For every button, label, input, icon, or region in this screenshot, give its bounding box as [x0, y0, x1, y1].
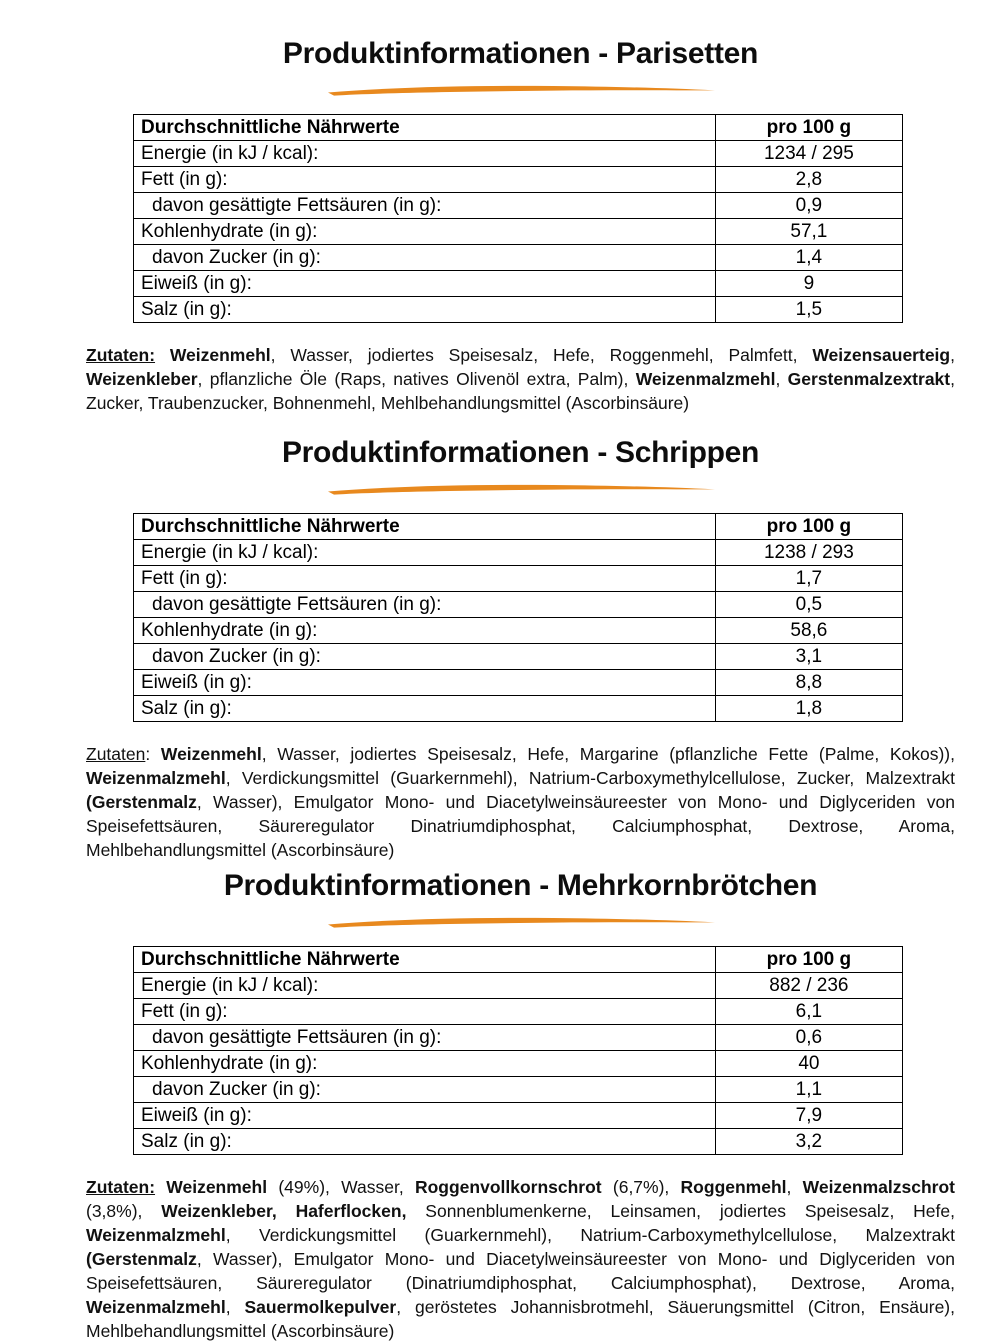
product-section-mehrkornbroetchen — [86, 870, 955, 1343]
nutrition-label: Eiweiß (in g): — [134, 1103, 716, 1129]
section-title: Produktinformationen - Schrippen — [281, 436, 760, 469]
nutrition-value: 1234 / 295 — [715, 141, 902, 167]
nutrition-label: Energie (in kJ / kcal): — [134, 540, 716, 566]
ingredient-segment: (Gerstenmalz — [86, 1249, 197, 1269]
nutrition-value: 3,2 — [715, 1129, 902, 1155]
nutrition-label: Kohlenhydrate (in g): — [134, 219, 716, 245]
nutrition-value: 882 / 236 — [715, 973, 902, 999]
nutrition-value: 1238 / 293 — [715, 540, 902, 566]
ingredient-segment: Weizenmalzmehl — [86, 1297, 226, 1317]
section-title: Produktinformationen - Mehrkornbrötchen — [223, 869, 818, 902]
table-header-per-100g: pro 100 g — [715, 115, 902, 141]
nutrition-label: davon Zucker (in g): — [134, 1077, 716, 1103]
ingredient-segment: Weizenkleber, — [161, 1201, 277, 1221]
ingredient-segment: , Wasser), Emulgator Mono- und Diacetylweinsäureester von Mono- und Diglyceriden von Speisefettsäuren, Säureregulator Dinatriumdiphosphat, Calciumphosphat, Dextrose, Aroma, Mehlbehandlungsmittel (Ascorbinsäure) — [86, 792, 955, 860]
ingredient-segment: Gerstenmalzextrakt — [787, 369, 951, 389]
nutrition-value: 1,7 — [715, 566, 902, 592]
table-header-nutrients: Durchschnittliche Nährwerte — [134, 115, 716, 141]
nutrition-table — [133, 946, 903, 1155]
ingredients-paragraph — [86, 742, 955, 862]
table-row — [134, 167, 903, 193]
ingredient-segment: Weizenmehl — [160, 744, 262, 764]
ingredients-paragraph — [86, 343, 955, 415]
ingredient-segment: , Wasser, jodiertes Speisesalz, Hefe, Roggenmehl, Palmfett, — [270, 345, 813, 365]
nutrition-value: 1,4 — [715, 245, 902, 271]
product-sections-container — [86, 38, 955, 1343]
ingredient-segment — [277, 1201, 296, 1221]
table-row — [134, 1077, 903, 1103]
ingredient-segment: Weizenmalzmehl — [635, 369, 776, 389]
ingredient-segment: (3,8%), — [86, 1201, 162, 1221]
table-row — [134, 566, 903, 592]
table-row — [134, 1103, 903, 1129]
nutrition-value: 1,8 — [715, 696, 902, 722]
product-section-schrippen — [86, 437, 955, 862]
ingredient-segment: Weizenmalzmehl — [86, 768, 226, 788]
table-row — [134, 592, 903, 618]
title-underline — [86, 481, 955, 497]
nutrition-label: Salz (in g): — [134, 696, 716, 722]
nutrition-value: 58,6 — [715, 618, 902, 644]
nutrition-value: 0,9 — [715, 193, 902, 219]
table-row — [134, 973, 903, 999]
ingredient-segment: , — [775, 369, 788, 389]
table-header-nutrients: Durchschnittliche Nährwerte — [134, 514, 716, 540]
ingredient-segment: , Verdickungsmittel (Guarkernmehl), Natrium-Carboxymethylcellulose, Malzextrakt — [225, 1225, 955, 1245]
ingredient-segment: (Gerstenmalz — [86, 792, 197, 812]
nutrition-value: 2,8 — [715, 167, 902, 193]
table-row — [134, 540, 903, 566]
title-underline — [86, 82, 955, 98]
nutrition-label: davon Zucker (in g): — [134, 245, 716, 271]
ingredient-segment: , — [950, 345, 955, 365]
nutrition-label: Kohlenhydrate (in g): — [134, 1051, 716, 1077]
nutrition-label: Eiweiß (in g): — [134, 670, 716, 696]
title-underline-swoosh — [321, 914, 721, 930]
ingredient-segment: Zutaten: — [86, 1177, 156, 1197]
table-row — [134, 1051, 903, 1077]
table-row — [134, 297, 903, 323]
nutrition-label: Energie (in kJ / kcal): — [134, 973, 716, 999]
nutrition-label: davon gesättigte Fettsäuren (in g): — [134, 193, 716, 219]
nutrition-label: davon gesättigte Fettsäuren (in g): — [134, 1025, 716, 1051]
table-row — [134, 271, 903, 297]
table-header-per-100g: pro 100 g — [715, 947, 902, 973]
table-row — [134, 696, 903, 722]
table-row — [134, 644, 903, 670]
table-row — [134, 1025, 903, 1051]
table-row — [134, 670, 903, 696]
nutrition-label: Eiweiß (in g): — [134, 271, 716, 297]
title-underline-swoosh — [321, 82, 721, 98]
nutrition-value: 1,5 — [715, 297, 902, 323]
table-row — [134, 141, 903, 167]
ingredient-segment: Sonnenblumenkerne, Leinsamen, jodiertes Speisesalz, Hefe, — [406, 1201, 955, 1221]
ingredient-segment: , — [225, 1297, 245, 1317]
ingredient-segment: , pflanzliche Öle (Raps, natives Olivenöl extra, Palm), — [197, 369, 636, 389]
nutrition-value: 40 — [715, 1051, 902, 1077]
table-header-row — [134, 947, 903, 973]
ingredient-segment: Haferflocken, — [295, 1201, 407, 1221]
title-underline-swoosh — [321, 481, 721, 497]
nutrition-label: Salz (in g): — [134, 297, 716, 323]
ingredient-segment — [155, 1177, 166, 1197]
table-header-nutrients: Durchschnittliche Nährwerte — [134, 947, 716, 973]
ingredient-segment: , geröstetes Johannisbrotmehl, Säuerungsmittel (Citron, Ensäure), Mehlbehandlungsmittel (Ascorbinsäure) — [86, 1297, 955, 1341]
ingredient-segment: Zutaten — [86, 744, 146, 764]
section-title: Produktinformationen - Parisetten — [282, 37, 759, 70]
nutrition-label: davon gesättigte Fettsäuren (in g): — [134, 592, 716, 618]
nutrition-label: Energie (in kJ / kcal): — [134, 141, 716, 167]
nutrition-value: 3,1 — [715, 644, 902, 670]
ingredient-segment: Weizenmehl — [169, 345, 271, 365]
ingredient-segment: Weizensauerteig — [812, 345, 951, 365]
ingredient-segment — [155, 345, 170, 365]
table-header-row — [134, 115, 903, 141]
nutrition-value: 0,5 — [715, 592, 902, 618]
nutrition-value: 1,1 — [715, 1077, 902, 1103]
title-underline — [86, 914, 955, 930]
nutrition-table — [133, 114, 903, 323]
table-row — [134, 618, 903, 644]
table-row — [134, 219, 903, 245]
product-section-parisetten — [86, 38, 955, 415]
nutrition-label: Fett (in g): — [134, 999, 716, 1025]
table-row — [134, 245, 903, 271]
nutrition-value: 7,9 — [715, 1103, 902, 1129]
ingredient-segment: , — [786, 1177, 803, 1197]
nutrition-label: Fett (in g): — [134, 566, 716, 592]
nutrition-label: Kohlenhydrate (in g): — [134, 618, 716, 644]
ingredient-segment: Sauermolkepulver — [244, 1297, 397, 1317]
table-row — [134, 1129, 903, 1155]
ingredient-segment: , Verdickungsmittel (Guarkernmehl), Natrium-Carboxymethylcellulose, Zucker, Malzextrakt — [225, 768, 955, 788]
ingredient-segment: , Zucker, Traubenzucker, Bohnenmehl, Mehlbehandlungsmittel (Ascorbinsäure) — [86, 369, 955, 413]
ingredient-segment: Weizenkleber — [86, 369, 198, 389]
ingredient-segment: Weizenmalzmehl — [86, 1225, 226, 1245]
table-row — [134, 999, 903, 1025]
nutrition-value: 57,1 — [715, 219, 902, 245]
ingredient-segment: Weizenmehl — [166, 1177, 268, 1197]
nutrition-value: 9 — [715, 271, 902, 297]
table-row — [134, 193, 903, 219]
nutrition-value: 6,1 — [715, 999, 902, 1025]
nutrition-table — [133, 513, 903, 722]
ingredient-segment: (6,7%), — [601, 1177, 681, 1197]
table-header-row — [134, 514, 903, 540]
ingredient-segment: Roggenmehl — [680, 1177, 787, 1197]
nutrition-label: Salz (in g): — [134, 1129, 716, 1155]
ingredient-segment: , Wasser), Emulgator Mono- und Diacetylweinsäureester von Mono- und Diglyceriden von Speisefettsäuren, Säureregulator (Dinatriumdiphosphat, Calciumphosphat), Dextrose, Aroma, — [86, 1249, 955, 1293]
nutrition-value: 8,8 — [715, 670, 902, 696]
ingredient-segment: : — [145, 744, 161, 764]
ingredient-segment: , Wasser, jodiertes Speisesalz, Hefe, Margarine (pflanzliche Fette (Palme, Kokos)), — [261, 744, 955, 764]
nutrition-label: davon Zucker (in g): — [134, 644, 716, 670]
ingredient-segment: (49%), Wasser, — [267, 1177, 415, 1197]
nutrition-value: 0,6 — [715, 1025, 902, 1051]
table-header-per-100g: pro 100 g — [715, 514, 902, 540]
nutrition-label: Fett (in g): — [134, 167, 716, 193]
ingredient-segment: Weizenmalzschrot — [802, 1177, 955, 1197]
ingredients-paragraph — [86, 1175, 955, 1343]
ingredient-segment: Roggenvollkornschrot — [414, 1177, 602, 1197]
ingredient-segment: Zutaten: — [86, 345, 156, 365]
